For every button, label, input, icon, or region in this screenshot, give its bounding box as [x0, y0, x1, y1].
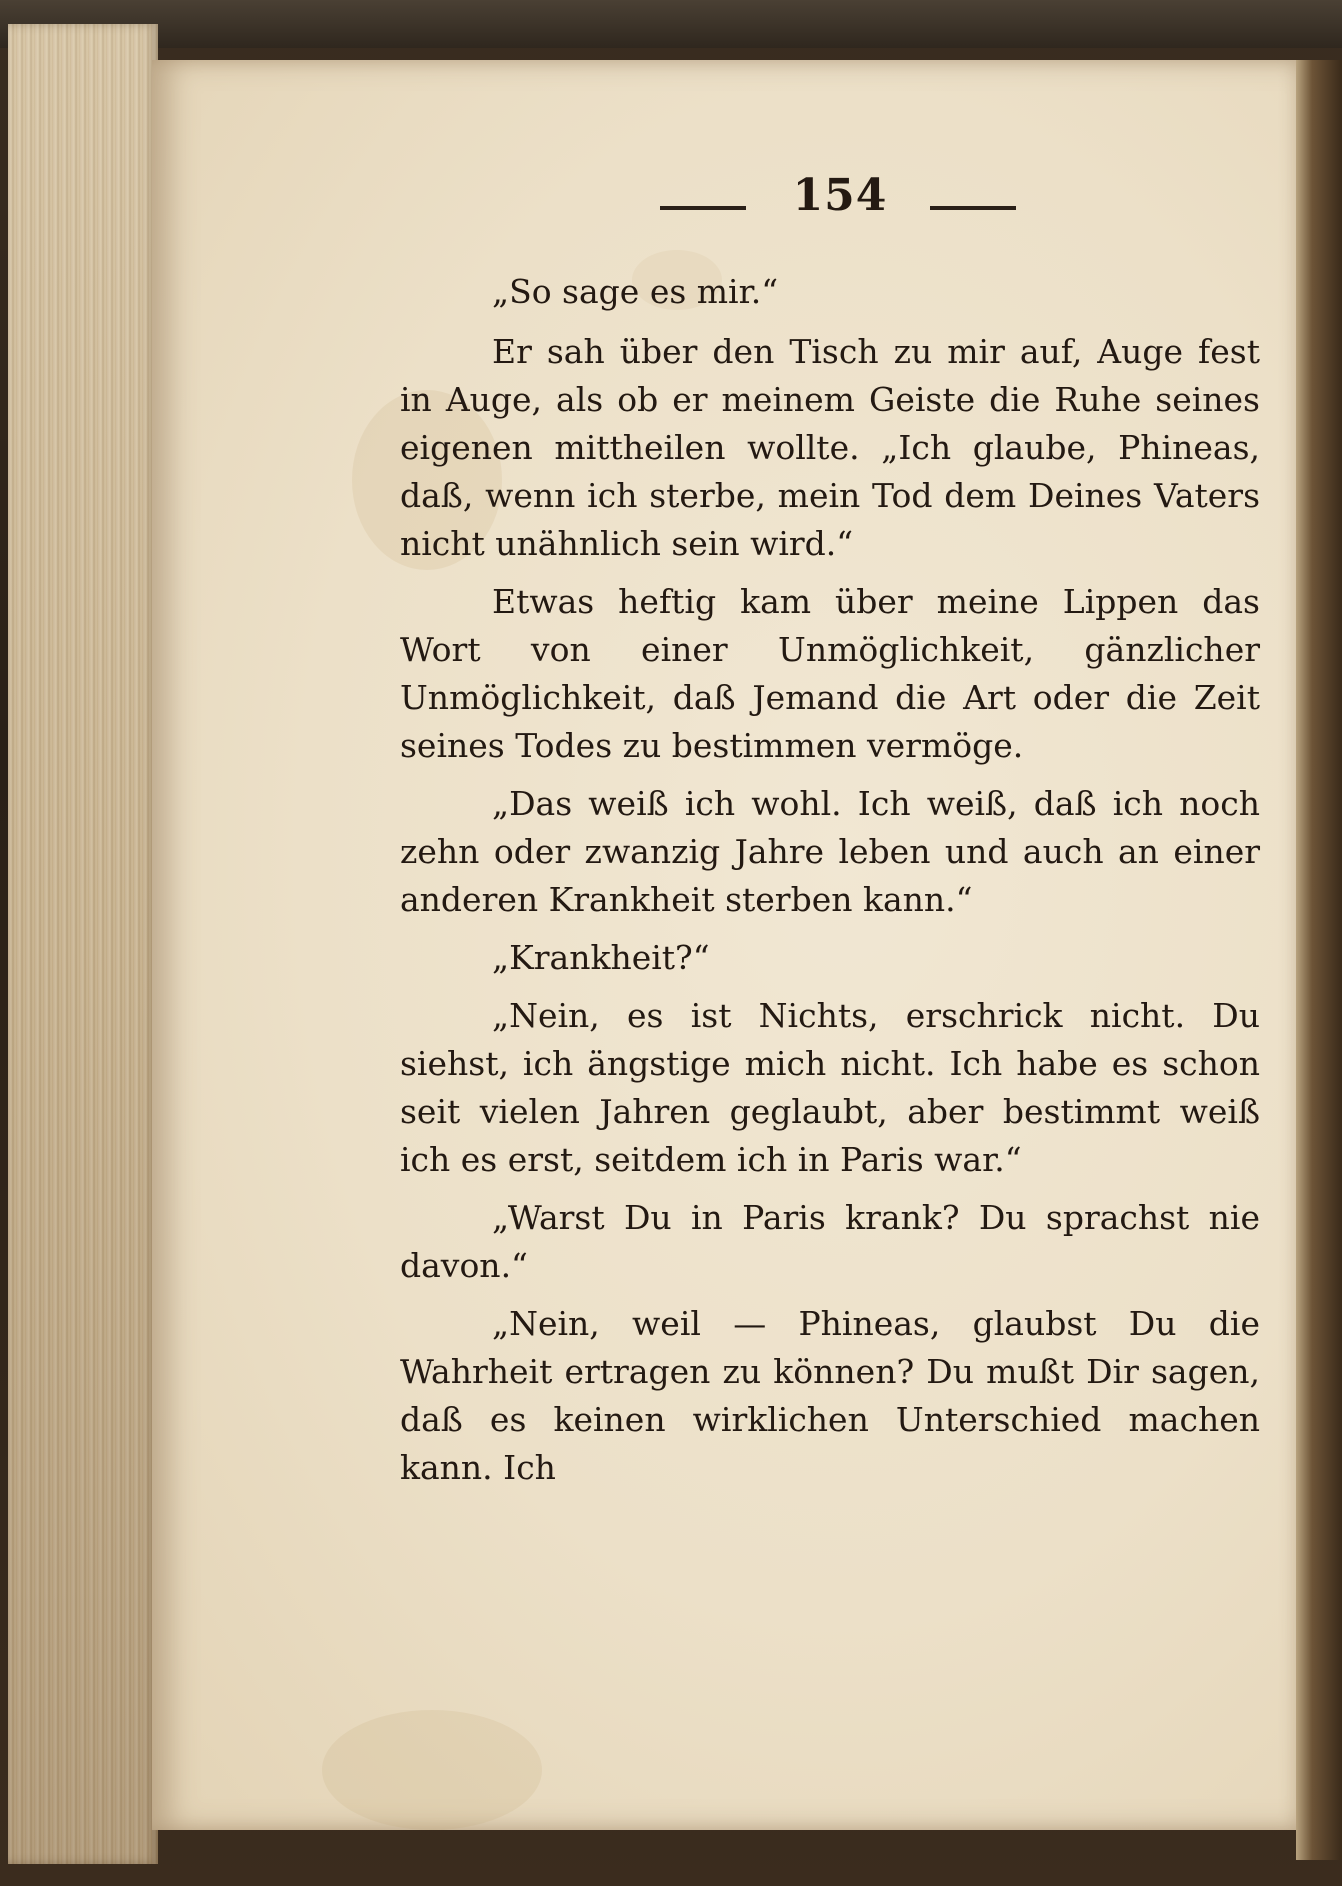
header-rule-right — [930, 206, 1016, 210]
header-rule-left — [660, 206, 746, 210]
paragraph: „Krankheit?“ — [492, 938, 710, 977]
paragraph: „Nein, weil — Phineas, glaubst Du die Wahrheit ertragen zu können? Du mußt Dir sagen, daß es keinen wirklichen Unterschied machen kann. Ich — [400, 1304, 1260, 1487]
paragraph: „Das weiß ich wohl. Ich weiß, daß ich noch zehn oder zwanzig Jahre leben und auch an einer anderen Krankheit sterben kann.“ — [400, 784, 1260, 919]
paragraph: „Nein, es ist Nichts, erschrick nicht. Du siehst, ich ängstige mich nicht. Ich habe es schon seit vielen Jahren geglaubt, aber bestimmt weiß ich es erst, seitdem ich in Paris war.“ — [400, 996, 1260, 1179]
page-text — [400, 268, 1260, 1502]
paragraph: „Warst Du in Paris krank? Du sprachst nie davon.“ — [400, 1198, 1260, 1285]
paragraph: „So sage es mir.“ — [492, 272, 779, 311]
paragraph: Etwas heftig kam über meine Lippen das Wort von einer Unmöglichkeit, gänzlicher Unmöglichkeit, daß Jemand die Art oder die Zeit seines Todes zu bestimmen vermöge. — [400, 582, 1260, 765]
book-top-edge — [0, 0, 1342, 48]
page-header — [650, 170, 1030, 230]
book-spine-edge — [1296, 60, 1342, 1860]
page-stack-shading — [8, 24, 158, 1864]
paragraph: Er sah über den Tisch zu mir auf, Auge fest in Auge, als ob er meinem Geiste die Ruhe seines eigenen mittheilen wollte. „Ich glaube, Phineas, daß, wenn ich sterbe, mein Tod dem Deines Vaters nicht unähnlich sein wird.“ — [400, 332, 1260, 563]
page-number: 154 — [792, 170, 888, 221]
paper-stain — [322, 1710, 542, 1830]
